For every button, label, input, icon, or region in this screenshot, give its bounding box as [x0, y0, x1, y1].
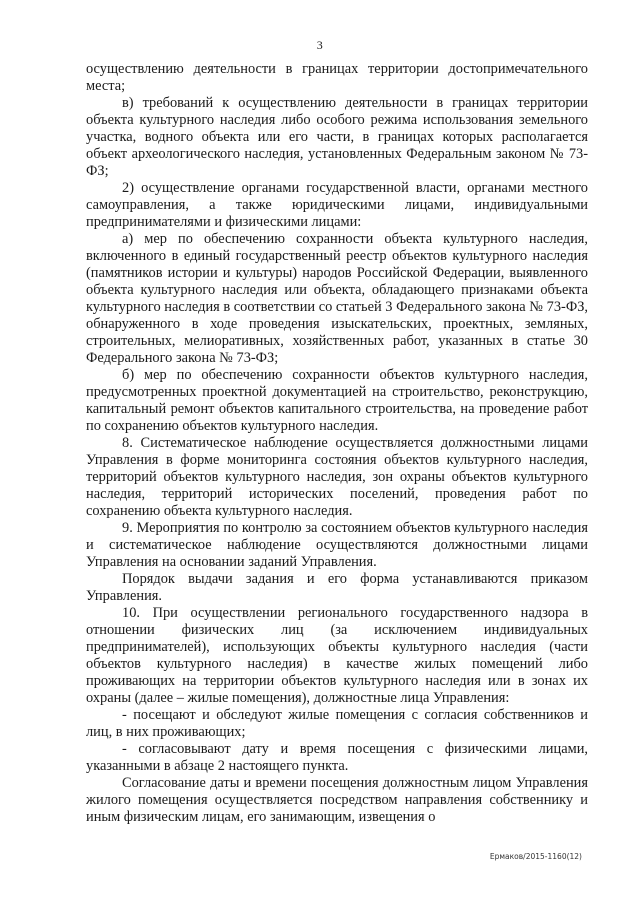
- paragraph: 10. При осуществлении регионального государственного надзора в отношении физических лиц (за исключением индивидуальных предпринимателей), использующих объекты культурного наследия (части объектов культурного наследия) в качестве жилых помещений либо проживающих на территории объектов культурного наследия или в зонах их охраны (далее – жилые помещения), должностные лица Управления:: [86, 605, 588, 706]
- paragraph: в) требований к осуществлению деятельности в границах территории объекта культурного наследия либо особого режима использования земельного участка, водного объекта или его части, в границах которых располагается объект археологического наследия, установленных Федеральным законом № 73-ФЗ;: [86, 95, 588, 179]
- paragraph: - посещают и обследуют жилые помещения с согласия собственников и лиц, в них проживающих;: [86, 707, 588, 740]
- paragraph: - согласовывают дату и время посещения с физическими лицами, указанными в абзаце 2 настоящего пункта.: [86, 741, 588, 774]
- paragraph: 8. Систематическое наблюдение осуществляется должностными лицами Управления в форме мониторинга состояния объектов культурного наследия, территорий объектов культурного наследия, зон охраны объектов культурного наследия, территорий исторических поселений, проведения работ по сохранению объекта культурного наследия.: [86, 435, 588, 519]
- paragraph: Согласование даты и времени посещения должностным лицом Управления жилого помещения осуществляется посредством направления собственнику и иным физическим лицам, его занимающим, извещения о: [86, 775, 588, 825]
- paragraph: 2) осуществление органами государственной власти, органами местного самоуправления, а также юридическими лицами, индивидуальными предпринимателями и физическими лицами:: [86, 180, 588, 230]
- paragraph: Порядок выдачи задания и его форма устанавливаются приказом Управления.: [86, 571, 588, 604]
- body-text: [86, 61, 588, 826]
- page-number: 3: [316, 38, 324, 52]
- paragraph: а) мер по обеспечению сохранности объекта культурного наследия, включенного в единый государственный реестр объектов культурного наследия (памятников истории и культуры) народов Российской Федерации, выявленного объекта культурного наследия или объекта, обладающего признаками объекта культурного наследия в соответствии со статьей 3 Федерального закона № 73-ФЗ, обнаруженного в ходе проведения изыскательских, проектных, земляных, строительных, мелиоративных, хозяйственных работ, указанных в статье 30 Федерального закона № 73-ФЗ;: [86, 231, 588, 366]
- paragraph: осуществлению деятельности в границах территории достопримечательного места;: [86, 61, 588, 94]
- paragraph: 9. Мероприятия по контролю за состоянием объектов культурного наследия и систематическое наблюдение осуществляются должностными лицами Управления на основании заданий Управления.: [86, 520, 588, 570]
- document-code: Ермаков/2015-1160(12): [489, 852, 582, 861]
- paragraph: б) мер по обеспечению сохранности объектов культурного наследия, предусмотренных проектной документацией на строительство, реконструкцию, капитальный ремонт объектов капитального строительства, на проведение работ по сохранению объектов культурного наследия.: [86, 367, 588, 434]
